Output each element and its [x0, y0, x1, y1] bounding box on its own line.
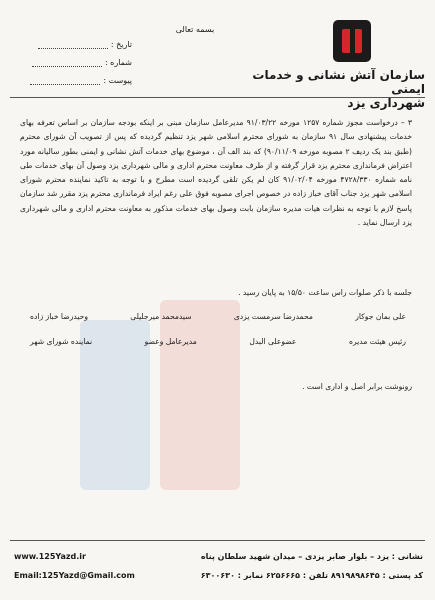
postal-phone-line: کد پستی : ۸۹۱۹۸۹۸۶۴۵ تلفن : ۶۲۵۶۶۶۵ نمابر : ۶۳۰۰۶۳۰	[200, 571, 423, 580]
email-link[interactable]: Email:125Yazd@Gmail.com	[14, 571, 135, 580]
signer-name: محمدرضا سرمست یزدی	[233, 312, 313, 321]
closing-line: جلسه با ذکر صلوات راس ساعت ۱۵/۵۰ به پایان رسید .	[238, 288, 412, 297]
footer-divider	[10, 540, 425, 541]
signer-title: عضوعلی البدل	[249, 337, 297, 346]
signer-name: سیدمحمد میرجلیلی	[130, 312, 192, 321]
watermark-logo	[80, 300, 270, 500]
signer-title: رئیس هیئت مدیره	[349, 337, 406, 346]
footer-address	[173, 547, 423, 585]
copy-note: رونوشت برابر اصل و اداری است .	[302, 382, 412, 391]
signer-title: مدیرعامل وعضو	[144, 337, 197, 346]
item-3-paragraph: ۳ – درخواست مجوز شماره ۱۲۵۷ مورخه ۹۱/۰۳/۲۲ مدیرعامل سازمان مبنی بر اینکه بودجه سازمان بر اساس تعرفه بهای خدمات پیشنهادی سال ۹۱ سازمان به شورای محترم اسلامی شهر یزد تنظیم گردیده که پس از تصویب آن شورای محترم (طبق بند یک ردیف ۲ مصوبه مورخه ۹۰/۱۱/۰۹) که بند الف آن ، موضوع بهای خدمات آتش نشانی و ایمنی بطور سالیانه مورد اعتراض فرمانداری محترم یزد قرار گرفته و از طرف معاونت محترم اداری و مالی شهرداری یزد وصول آن بهای خدمات طی نامه شماره ۴۷۲۸/۳۳۰ مورخه ۹۱/۰۲/۰۴ کان لم یکن تلقی گردیده است مطرح و با توجه به تاکید نماینده محترم شورای اسلامی شهر یزد جناب آقای خباز زاده در خصوص اجرای مصوبه فوق علی رغم ایراد فرمانداری محترم یزد مقرر شد سازمان پاسخ لازم با توجه به نظرات هیات مدیره سازمان بابت وصول بهای خدمات مذکور به معاونت محترم اداری و مالی شهرداری یزد ارسال نماید .	[20, 118, 413, 228]
fire-department-logo	[333, 20, 371, 62]
website-link[interactable]: www.125Yazd.ir	[14, 552, 86, 561]
number-field: شماره :	[12, 58, 132, 67]
signer-title: نماینده شورای شهر	[30, 337, 93, 346]
date-field: تاریخ :	[12, 40, 132, 49]
signer-name: علی بمان جوکار	[355, 312, 406, 321]
minutes-body	[20, 116, 412, 230]
header-divider	[10, 97, 425, 98]
address-line: نشانی : یزد – بلوار صابر یزدی – میدان شهید سلطان پناه	[200, 552, 423, 561]
signer-name: وحیدرضا خباز زاده	[30, 312, 88, 321]
organization-name	[225, 68, 425, 110]
basmala: بسمه تعالی	[175, 25, 215, 34]
footer-contact	[14, 547, 135, 585]
signature-titles	[30, 337, 406, 346]
signature-names	[30, 312, 406, 321]
org-line-2: شهرداری یزد	[347, 96, 425, 110]
org-line-1: سازمان آتش نشانی و خدمات ایمنی	[252, 68, 425, 96]
attachment-field: پیوست :	[12, 76, 132, 85]
